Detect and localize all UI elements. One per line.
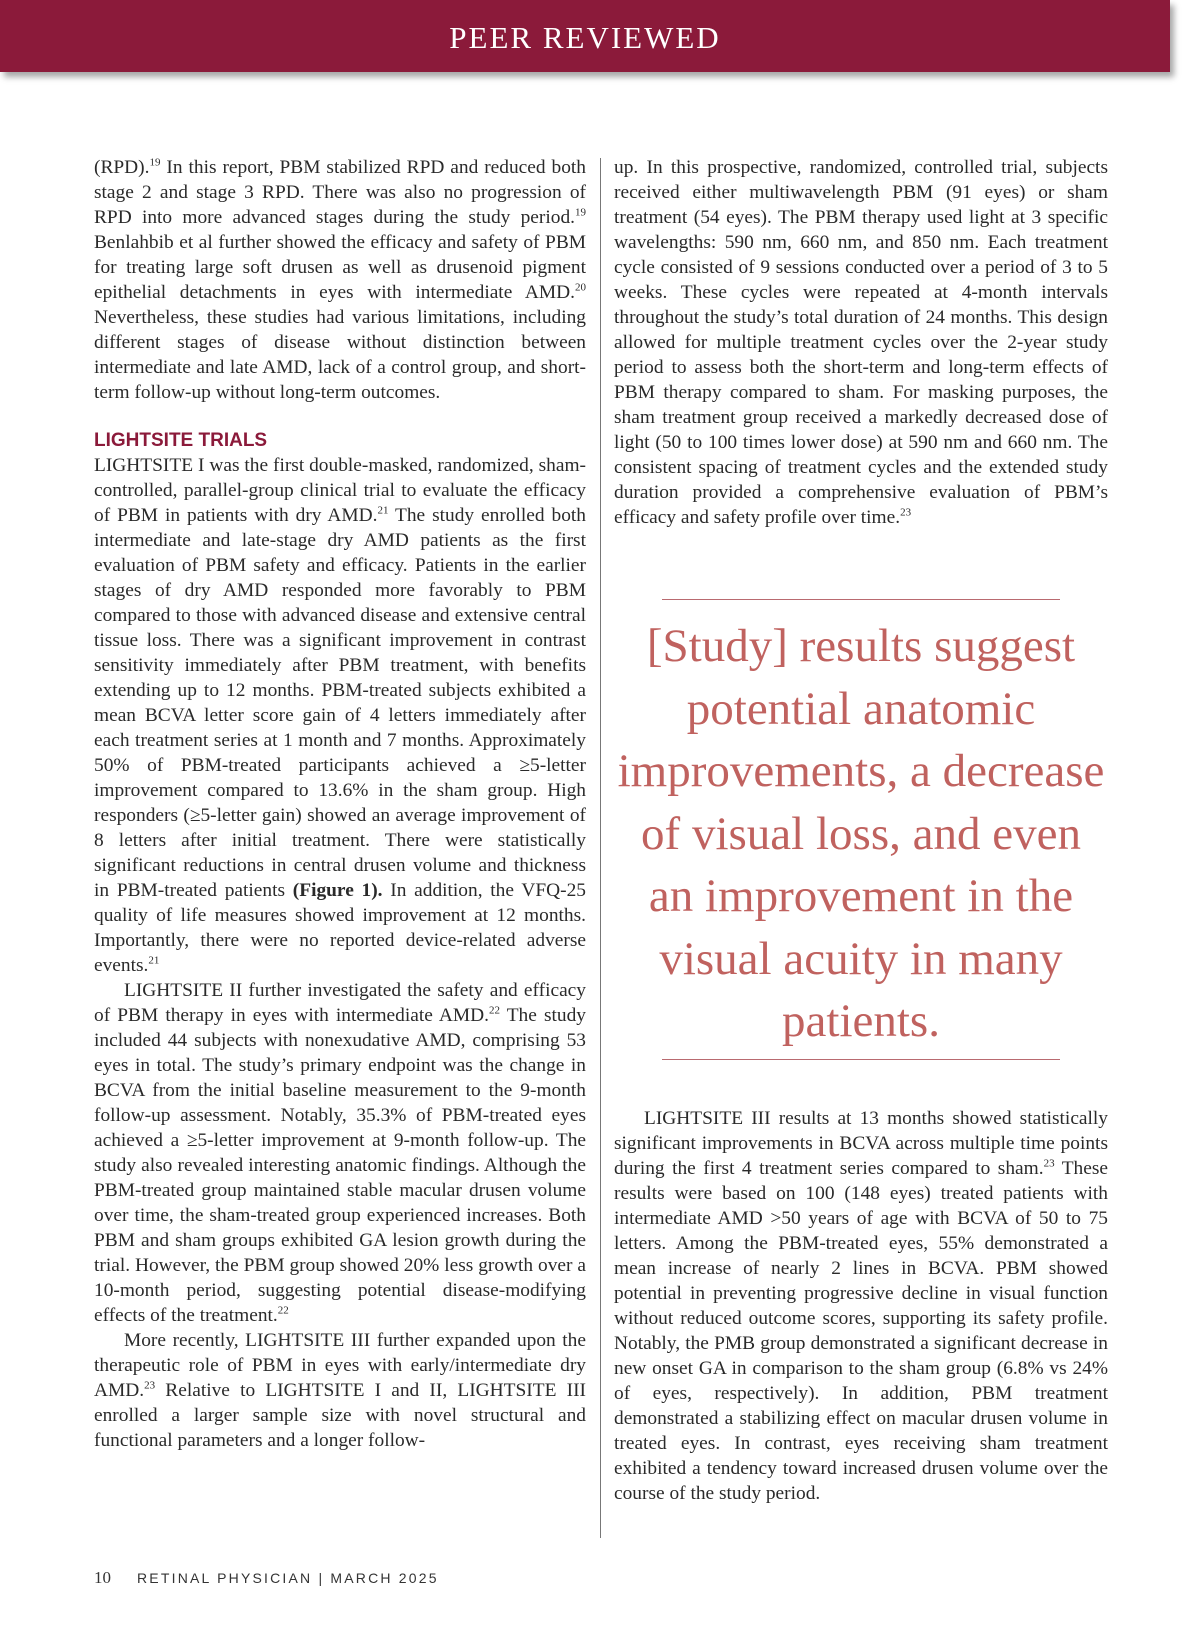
page-number: 10	[94, 1568, 111, 1587]
paragraph-lightsite-3-intro: More recently, LIGHTSITE III further expanded upon the therapeutic role of PBM in eyes with early/intermediate dry AMD.$^{23}$ Relative to LIGHTSITE I and II, LIGHTSITE III enrolled a larger sample size with novel structural and functional parameters and a longer follow-	[94, 1330, 586, 1451]
section-banner	[0, 0, 1170, 72]
paragraph-lightsite-3-design: up. In this prospective, randomized, controlled trial, subjects received either multiwavelength PBM (91 eyes) or sham treatment (54 eyes). The PBM therapy used light at 3 specific wavelengths: 590 nm, 660 nm, and 850 nm. Each treatment cycle consisted of 9 sessions conducted over a period of 3 to 5 weeks. These cycles were repeated at 4-month intervals throughout the study’s total duration of 24 months. This design allowed for multiple treatment cycles over the 2-year study period to assess both the short-term and long-term effects of PBM therapy compared to sham. For masking purposes, the sham treatment group received a markedly decreased dose of light (50 to 100 times lower dose) at 590 nm and 660 nm. The consistent spacing of treatment cycles and the extended study duration provided a comprehensive evaluation of PBM’s efficacy and safety profile over time.$^{23}$	[614, 157, 1108, 528]
pull-quote: [Study] results suggest potential anatomic improvements, a decrease of visual loss, and even an improvement in the visual acuity in many patients.	[617, 620, 1105, 1047]
pullquote-rule-bottom	[662, 1059, 1060, 1060]
section-heading: LIGHTSITE TRIALS	[94, 430, 268, 451]
figure-reference: (Figure 1).	[292, 880, 383, 901]
paragraph-lightsite-3-results: LIGHTSITE III results at 13 months showed statistically significant improvements in BCVA across multiple time points during the first 4 treatment series compared to sham.$^{23}$ These results were based on 100 (148 eyes) treated patients with intermediate AMD >50 years of age with BCVA of 50 to 75 letters. Among the PBM-treated eyes, 55% demonstrated a mean increase of nearly 2 lines in BCVA. PBM showed potential in preventing progressive decline in visual function without reduced outcome scores, supporting its safety profile. Notably, the PMB group demonstrated a significant decrease in new onset GA in comparison to the sham group (6.8% vs 24% of eyes, respectively). In addition, PBM treatment demonstrated a stabilizing effect on macular drusen volume in treated eyes. In contrast, eyes receiving sham treatment exhibited a tendency toward increased drusen volume over the course of the study period.	[614, 1108, 1109, 1504]
publication-info: RETINAL PHYSICIAN | MARCH 2025	[137, 1570, 439, 1586]
paragraph-lightsite-1: LIGHTSITE I was the first double-masked, randomized, sham-controlled, parallel-group clinical trial to evaluate the efficacy of PBM in patients with dry AMD.$^{21}$ The study enrolled both intermediate and late-stage dry AMD patients as the first evaluation of PBM safety and efficacy. Patients in the earlier stages of dry AMD responded more favorably to PBM compared to those with advanced disease and extensive central tissue loss. There was a significant improvement in contrast sensitivity immediately after PBM treatment, with benefits extending up to 12 months. PBM-treated subjects exhibited a mean BCVA letter score gain of 4 letters immediately after each treatment series at 1 month and 7 months. Approximately 50% of PBM-treated participants achieved a ≥5-letter improvement compared to 13.6% in the sham group. High responders (≥5-letter gain) showed an average improvement of 8 letters after initial treatment. There were statistically significant reductions in central drusen volume and thickness in PBM-treated patients (Figure 1). In addition, the VFQ-25 quality of life measures showed improvement at 12 months. Importantly, there were no reported device-related adverse events.$^{21}$	[94, 455, 586, 976]
page-footer	[94, 1568, 439, 1588]
banner-title: PEER REVIEWED	[449, 20, 721, 55]
column-divider	[600, 158, 601, 1538]
paragraph-rpd: (RPD).$^{19}$ In this report, PBM stabilized RPD and reduced both stage 2 and stage 3 RPD. There was also no progression of RPD into more advanced stages during the study period.$^{19}$ Benlahbib et al further showed the efficacy and safety of PBM for treating large soft drusen as well as drusenoid pigment epithelial detachments in eyes with intermediate AMD.$^{20}$ Nevertheless, these studies had various limitations, including different stages of disease without distinction between intermediate and late AMD, lack of a control group, and short-term follow-up without long-term outcomes.	[94, 156, 586, 403]
right-column-bottom	[614, 1106, 1108, 1506]
right-column-top	[614, 155, 1108, 530]
paragraph-lightsite-2: LIGHTSITE II further investigated the safety and efficacy of PBM therapy in eyes with intermediate AMD.$^{22}$ The study included 44 subjects with nonexudative AMD, comprising 53 eyes in total. The study’s primary endpoint was the change in BCVA from the initial baseline measurement to the 9-month follow-up assessment. Notably, 35.3% of PBM-treated eyes achieved a ≥5-letter improvement at 9-month follow-up. The study also revealed interesting anatomic findings. Although the PBM-treated group maintained stable macular drusen volume over time, the sham-treated group experienced increases. Both PBM and sham groups exhibited GA lesion growth during the trial. However, the PBM group showed 20% less growth over a 10-month period, suggesting potential disease-modifying effects of the treatment.$^{22}$	[94, 980, 586, 1326]
left-column	[94, 155, 586, 1453]
pullquote-rule-top	[662, 599, 1060, 600]
